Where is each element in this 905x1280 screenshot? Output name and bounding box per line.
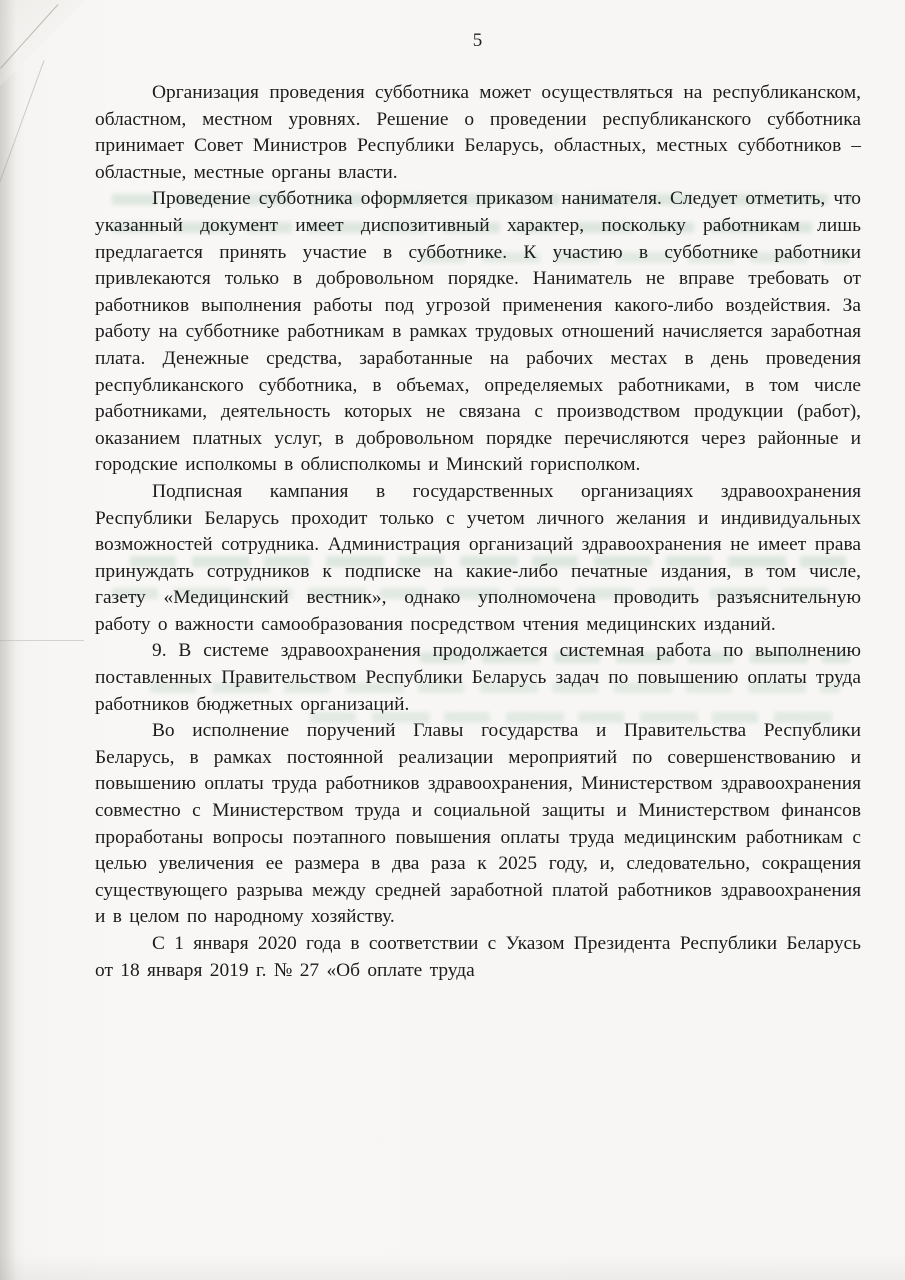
left-edge-scan-shadow [0,0,16,1280]
paragraph-organization-subbotnik: Организация проведения субботника может осуществляться на республиканском, областном, местном уровнях. Решение о проведении республиканского субботника принимает Совет Министров Республики Беларусь, областных, местных субботников – областные, местные органы власти. [95,82,861,183]
paragraph-item-9-salary-work: 9. В системе здравоохранения продолжается системная работа по выполнению поставленных Правительством Республики Беларусь задач по повышению оплаты труда работников бюджетных организаций. [95,640,861,715]
paragraph-salary-increase-plan: Во исполнение поручений Главы государства и Правительства Республики Беларусь, в рамках постоянной реализации мероприятий по совершенствованию и повышению оплаты труда работников здравоохранения, Министерством здравоохранения совместно с Министерством труда и социальной защиты и Министерством финансов проработаны вопросы поэтапного повышения оплаты труда медицинским работникам с целью увеличения ее размера в два раза к 2025 году, и, следовательно, сокращения существующего разрыва между средней заработной платой работников здравоохранения и в целом по народному хозяйству. [95,720,861,928]
paragraph-subscription-campaign: Подписная кампания в государственных организациях здравоохранения Республики Беларусь проходит только с учетом личного желания и индивидуальных возможностей сотрудника. Администрация организаций здравоохранения не имеет права принуждать сотрудников к подписке на какие-либо печатные издания, в том числе, газету «Медицинский вестник», однако уполномочена проводить разъяснительную работу о важности самообразования посредством чтения медицинских изданий. [95,480,861,635]
paragraph-subbotnik-order: Проведение субботника оформляется приказом нанимателя. Следует отметить, что указанный документ имеет диспозитивный характер, поскольку работникам лишь предлагается принять участие в субботнике. К участию в субботнике работники привлекаются только в добровольном порядке. Наниматель не вправе требовать от работников выполнения работы под угрозой применения какого-либо воздействия. За работу на субботнике работникам в рамках трудовых отношений начисляется заработная плата. Денежные средства, заработанные на рабочих местах в день проведения республиканского субботника, в объемах, определяемых работниками, в том числе работниками, деятельность которых не связана с производством продукции (работ), оказанием платных услуг, в добровольном порядке перечисляются через районные и городские исполкомы в облисполкомы и Минский горисполком. [95,188,861,476]
page-number: 5 [472,30,484,51]
paragraph-decree-27: С 1 января 2020 года в соответствии с Указом Президента Республики Беларусь от 18 января 2019 г. № 27 «Об оплате труда [95,933,861,981]
bottom-edge-scan-shadow [0,1254,905,1280]
document-content [95,30,861,984]
